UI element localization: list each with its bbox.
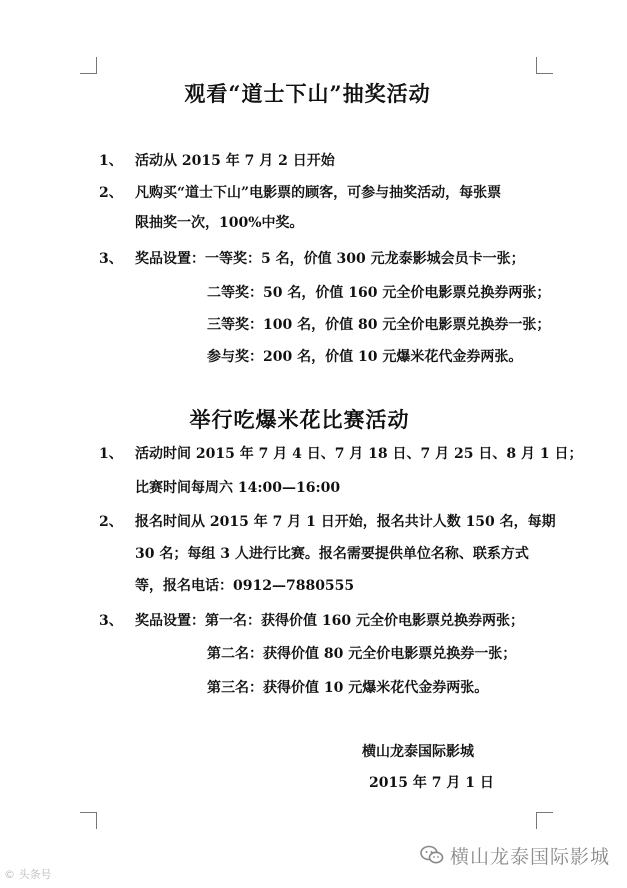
section2-item3-line3: 第三名：获得价值 10 元爆米花代金券两张。 [207,680,489,696]
section2-item1-number: 1、 [99,446,123,462]
margin-corner-top-left [80,57,97,74]
section2-item3-line2: 第二名：获得价值 80 元全价电影票兑换券一张； [207,646,517,662]
margin-corner-bottom-right [536,812,553,829]
margin-corner-bottom-left [80,812,97,829]
section2-item3-number: 3、 [99,613,123,629]
signature-date: 2015 年 7 月 1 日 [369,775,494,791]
section1-item3-number: 3、 [99,251,123,267]
section2-item2-line1: 报名时间从 2015 年 7 月 1 日开始，报名共计人数 150 名，每期 [135,514,556,530]
section1-item2-line2: 限抽奖一次，100%中奖。 [135,215,304,231]
section2-item3-line1: 奖品设置：第一名：获得价值 160 元全价电影票兑换券两张； [135,613,524,629]
section2-item1-line1: 活动时间 2015 年 7 月 4 日、7 月 18 日、7 月 25 日、8 月 1 日； [135,446,583,462]
section2-item2-number: 2、 [99,514,123,530]
signature-organization: 横山龙泰国际影城 [362,744,474,760]
section1-item3-line2: 二等奖：50 名，价值 160 元全价电影票兑换券两张； [207,285,551,301]
watermark-right [420,840,610,870]
section2-item2-line3: 等，报名电话：0912—7880555 [135,578,355,594]
section2-item2-line2: 30 名；每组 3 人进行比赛。报名需要提供单位名称、联系方式 [135,546,529,562]
margin-corner-top-right [536,57,553,74]
section1-item3-line3: 三等奖：100 名，价值 80 元全价电影票兑换券一张； [207,317,551,333]
section1-item3-line4: 参与奖：200 名，价值 10 元爆米花代金券两张。 [207,349,523,365]
watermark-right-text: 横山龙泰国际影城 [450,845,611,868]
wechat-icon [420,845,444,865]
section1-item1-line1: 活动从 2015 年 7 月 2 日开始 [135,153,335,169]
section2-title: 举行吃爆米花比赛活动 [189,407,410,432]
section1-item2-line1: 凡购买“道士下山”电影票的顾客，可参与抽奖活动，每张票 [135,185,502,201]
section2-item1-line2: 比赛时间每周六 14:00—16:00 [135,480,341,496]
watermark-left: © 头条号 [4,868,52,881]
section1-item1-number: 1、 [99,153,123,169]
section1-item2-number: 2、 [99,185,123,201]
section1-title: 观看“道士下山”抽奖活动 [184,81,431,106]
section1-item3-line1: 奖品设置：一等奖：5 名，价值 300 元龙泰影城会员卡一张； [135,251,525,267]
